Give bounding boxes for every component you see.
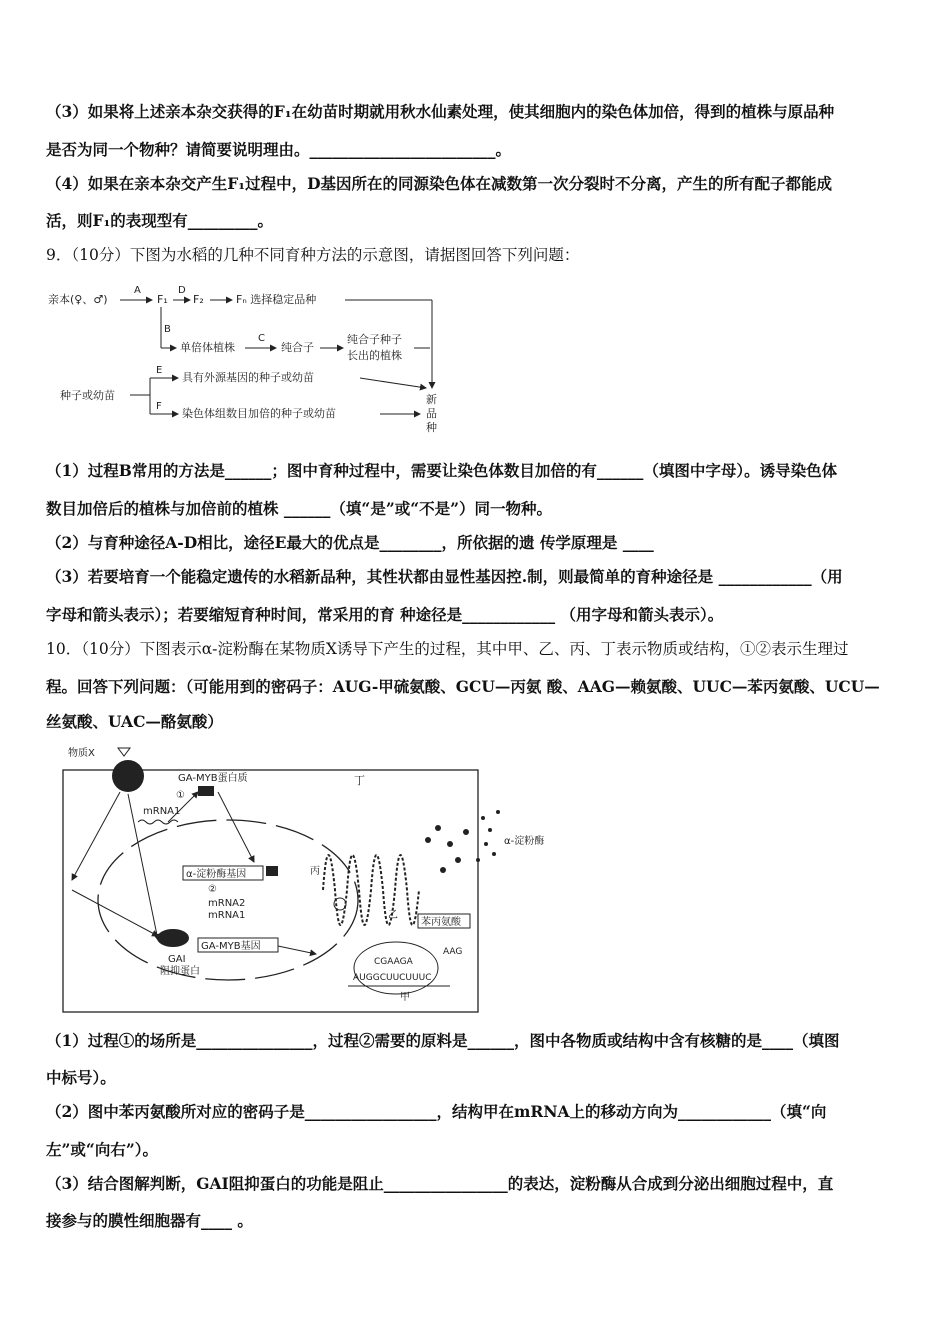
mrna-seq-label: AUGGCUUCUUUC — [353, 973, 432, 983]
anticodon-label: CGAAGA — [374, 957, 413, 967]
mrna1b-label: mRNA1 — [208, 910, 246, 921]
arrow-E-to-new — [360, 378, 426, 388]
q10-part3-line2: 接参与的膜性细胞器有____ 。 — [46, 1211, 253, 1230]
pure-label: 纯合子 — [281, 341, 314, 354]
amylase-label: α-淀粉酶 — [504, 836, 545, 847]
q8-part3-line1: （3）如果将上述亲本杂交获得的F₁在幼苗时期就用秋水仙素处理，使其细胞内的染色体加倍，得到的植株与原品种 — [46, 102, 835, 121]
q10-part1-line2: 中标号）。 — [46, 1068, 116, 1087]
substance-x-label: 物质X — [68, 748, 95, 759]
gamyb-protein-label: GA-MYB蛋白质 — [178, 773, 248, 784]
q9-part3-line2: 字母和箭头表示）；若要缩短育种时间，常采用的育 种途径是____________ （用字母和箭头表示）。 — [46, 605, 724, 624]
q10-heading-line2: 程。回答下列问题：（可能用到的密码子：AUG-甲硫氨酸、GCU—丙氨 酸、AAG—赖氨酸、UUC—苯丙氨酸、UCU— — [46, 677, 880, 696]
receptor-blob — [112, 760, 144, 792]
jia-label: 甲 — [400, 992, 410, 1003]
q10-part3-line1: （3）结合图解判断，GAI阻抑蛋白的功能是阻止________________的表达，淀粉酶从合成到分泌出细胞过程中，直 — [46, 1174, 834, 1193]
ding-label: 丁 — [354, 774, 365, 787]
pure-seed-line1: 纯合子种子 — [347, 333, 402, 346]
new-variety-3: 种 — [426, 421, 437, 434]
q9-part1-line1: （1）过程B常用的方法是______；图中育种过程中，需要让染色体数目加倍的有______（填图中字母）。诱导染色体 — [46, 461, 838, 480]
pure-seed-line2: 长出的植株 — [347, 349, 402, 362]
q9-heading: 9．（10分）下图为水稻的几种不同育种方法的示意图，请据图回答下列问题： — [46, 246, 580, 264]
amylase-diagram — [58, 740, 568, 1020]
seedling-label: 种子或幼苗 — [60, 389, 115, 402]
bing-label: 丙 — [310, 866, 320, 877]
F2-label: F₂ — [193, 293, 204, 306]
phe-label: 苯丙氨酸 — [421, 917, 461, 928]
E-text: 具有外源基因的种子或幼苗 — [182, 371, 314, 384]
step-B-label: B — [164, 324, 171, 335]
step1-label: ① — [176, 790, 185, 801]
q8-part4-line2: 活，则F₁的表现型有_________。 — [46, 211, 274, 230]
q9-part2: （2）与育种途径A-D相比，途径E最大的优点是________，所依据的遗 传学原理是 ____ — [46, 533, 654, 552]
q10-part2-line2: 左”或“向右”）。 — [46, 1140, 158, 1159]
parent-label: 亲本(♀、♂) — [48, 293, 108, 306]
vesicles — [425, 810, 500, 873]
F1-label: F₁ — [157, 293, 168, 306]
haploid-label: 单倍体植株 — [180, 341, 235, 354]
gai-protein-label: 阻抑蛋白 — [160, 966, 200, 977]
new-variety-2: 品 — [426, 407, 437, 420]
Fn-label: Fₙ 选择稳定品种 — [236, 293, 317, 306]
q9-part3-line1: （3）若要培育一个能稳定遗传的水稻新品种，其性状都由显性基因控.制，则最简单的育种途径是 ____________（用 — [46, 567, 843, 586]
step-A-label: A — [134, 285, 141, 296]
q8-part3-line2: 是否为同一个物种？请简要说明理由。________________________。 — [46, 140, 512, 159]
endoplasmic-reticulum — [323, 855, 419, 925]
new-variety-1: 新 — [426, 393, 437, 406]
gai-protein-shape — [157, 929, 189, 947]
gai-label: GAI — [168, 954, 186, 965]
gamyb-protein-shape — [198, 786, 214, 796]
q10-heading-line1: 10．（10分）下图表示α-淀粉酶在某物质X诱导下产生的过程，其中甲、乙、丙、丁表示物质或结构，①②表示生理过 — [46, 640, 849, 658]
q10-heading-line3: 丝氨酸、UAC—酪氨酸） — [46, 712, 223, 731]
amylase-gene-label: α-淀粉酶基因 — [186, 869, 247, 880]
gamyb-gene-label: GA-MYB基因 — [201, 941, 261, 952]
step-C-label: C — [258, 333, 265, 344]
step-F-label: F — [156, 401, 162, 412]
q10-part1-line1: （1）过程①的场所是_______________，过程②需要的原料是______，图中各物质或结构中含有核糖的是____（填图 — [46, 1031, 840, 1050]
step2-label: ② — [208, 884, 217, 895]
q9-part1-line2: 数目加倍后的植株与加倍前的植株 ______（填“是”或“不是”）同一物种。 — [46, 499, 553, 518]
mrna1-label: mRNA1 — [143, 806, 181, 817]
step-D-label: D — [178, 285, 186, 296]
step-E-label: E — [156, 365, 163, 376]
aag-label: AAG — [443, 947, 463, 957]
q8-part4-line1: （4）如果在亲本杂交产生F₁过程中，D基因所在的同源染色体在减数第一次分裂时不分离，产生的所有配子都能成 — [46, 174, 833, 193]
yi-label: 乙 — [388, 910, 398, 921]
F-text: 染色体组数目加倍的种子或幼苗 — [182, 407, 336, 420]
mrna2-label: mRNA2 — [208, 898, 246, 909]
breeding-diagram — [40, 280, 450, 440]
q10-part2-line1: （2）图中苯丙氨酸所对应的密码子是_________________，结构甲在mRNA上的移动方向为____________（填“向 — [46, 1102, 827, 1121]
